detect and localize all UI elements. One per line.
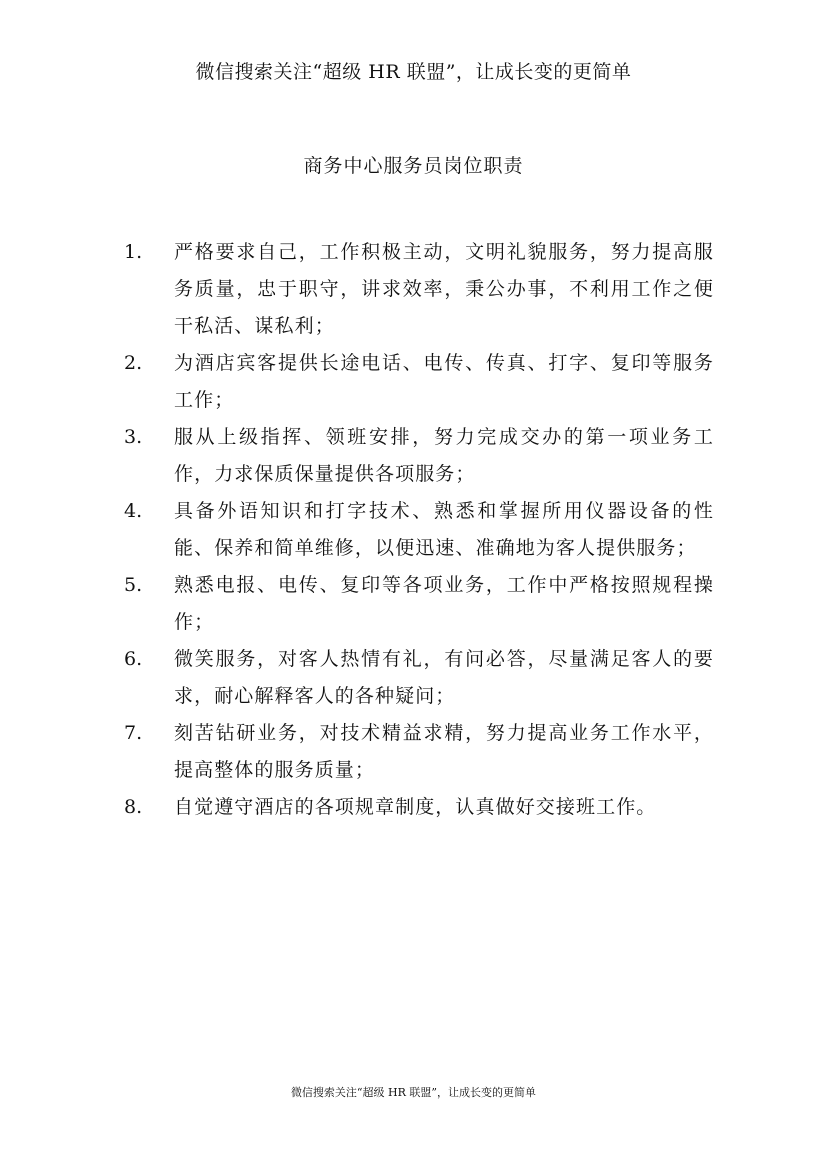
duty-number: 3.	[124, 426, 143, 448]
duty-item-8	[124, 789, 714, 826]
duty-number: 7.	[124, 722, 143, 744]
document-title: 商务中心服务员岗位职责	[303, 155, 524, 177]
duty-item-4	[124, 493, 714, 567]
duty-item-5	[124, 567, 714, 641]
duty-number: 6.	[124, 648, 143, 670]
duty-item-1	[124, 234, 714, 345]
duty-item-7	[124, 715, 714, 789]
footer-note: 微信搜索关注“超级 HR 联盟”，让成长变的更简单	[290, 1086, 537, 1099]
duty-text: 微笑服务，对客人热情有礼，有问必答，尽量满足客人的要求，耐心解释客人的各种疑问；	[174, 648, 714, 707]
duty-text: 自觉遵守酒店的各项规章制度，认真做好交接班工作。	[174, 796, 657, 818]
duty-text: 为酒店宾客提供长途电话、电传、传真、打字、复印等服务工作；	[174, 352, 714, 411]
duty-number: 1.	[124, 241, 143, 263]
duty-text: 具备外语知识和打字技术、熟悉和掌握所用仪器设备的性能、保养和简单维修，以便迅速、准确地为客人提供服务；	[174, 500, 714, 559]
duty-text: 熟悉电报、电传、复印等各项业务，工作中严格按照规程操作；	[174, 574, 714, 633]
duty-number: 8.	[124, 796, 143, 818]
duty-number: 2.	[124, 352, 143, 374]
duty-item-2	[124, 345, 714, 419]
duty-item-6	[124, 641, 714, 715]
duty-number: 4.	[124, 500, 143, 522]
duty-number: 5.	[124, 574, 143, 596]
duty-text: 严格要求自己，工作积极主动，文明礼貌服务，努力提高服务质量，忠于职守，讲求效率，秉公办事，不利用工作之便干私活、谋私利；	[174, 241, 714, 337]
header-note: 微信搜索关注“超级 HR 联盟”，让成长变的更简单	[195, 61, 632, 83]
duty-list	[124, 234, 714, 826]
duty-text: 服从上级指挥、领班安排，努力完成交办的第一项业务工作，力求保质保量提供各项服务；	[174, 426, 714, 485]
duty-text: 刻苦钻研业务，对技术精益求精，努力提高业务工作水平，提高整体的服务质量；	[174, 722, 714, 781]
duty-item-3	[124, 419, 714, 493]
